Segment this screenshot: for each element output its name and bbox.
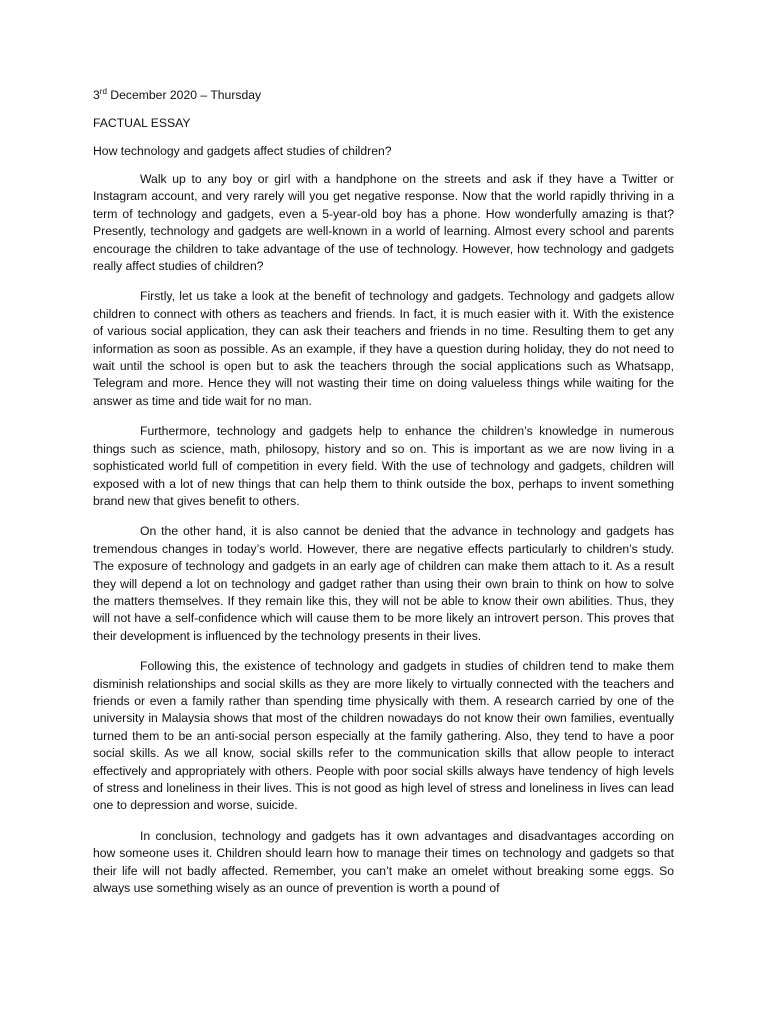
paragraph-conclusion: In conclusion, technology and gadgets has it own advantages and disadvantages according on how someone uses it. Children should learn how to manage their times on technology and gadgets so that their life will not badly affected. Remember, you can’t make an omelet without breaking some eggs. So always use something wisely as an ounce of prevention is worth a pound of — [93, 828, 674, 896]
date-ordinal-suffix: rd — [99, 86, 107, 96]
essay-heading: FACTUAL ESSAY — [93, 116, 191, 130]
essay-question: How technology and gadgets affect studies of children? — [93, 144, 392, 158]
paragraph-knowledge: Furthermore, technology and gadgets help to enhance the children’s knowledge in numerous things such as science, math, philosopy, history and so on. This is important as we are now living in a sophisticated world full of competition in every field. With the use of technology and gadgets, children will exposed with a lot of new things that can help them to think outside the box, perhaps to invent something brand new that gives benefit to others. — [93, 424, 674, 508]
date-day: 3 — [93, 88, 100, 102]
date-line — [93, 86, 674, 104]
paragraph-introduction: Walk up to any boy or girl with a handphone on the streets and ask if they have a Twitter or Instagram account, and very rarely will you get negative response. Now that the world rapidly thriving in a term of technology and gadgets, even a 5-year-old boy has a phone. How wonderfully amazing is that? Presently, technology and gadgets are well-known in a world of learning. Almost every school and parents encourage the children to take advantage of the use of technology. However, how technology and gadgets really affect studies of children? — [93, 172, 674, 274]
paragraph-negative-effects: On the other hand, it is also cannot be denied that the advance in technology and gadgets has tremendous changes in today’s world. However, there are negative effects particularly to children’s study. The exposure of technology and gadgets in an early age of children can make them attach to it. As a result they will depend a lot on technology and gadget rather than using their own brain to think on how to solve the matters themselves. If they remain like this, they will not be able to know their own abilities. Thus, they will not have a self-confidence which will cause them to be more likely an introvert person. This proves that their development is influenced by the technology presents in their lives. — [93, 524, 674, 643]
paragraph-social-skills: Following this, the existence of technology and gadgets in studies of children tend to make them disminish relationships and social skills as they are more likely to virtually connected with the teachers and friends or even a family rather than spending time physically with them. A research carried by one of the university in Malaysia shows that most of the children nowadays do not know their own families, eventually turned them to be an anti-social person especially at the family gathering. Also, they tend to have a poor social skills. As we all know, social skills refer to the communication skills that allow people to interact effectively and appropriately with others. People with poor social skills always have tendency of high levels of stress and loneliness in their lives. This is not good as high level of stress and loneliness in lives can lead one to depression and worse, suicide. — [93, 659, 674, 813]
paragraph-benefit: Firstly, let us take a look at the benefit of technology and gadgets. Technology and gadgets allow children to connect with others as teachers and friends. In fact, it is much easier with it. With the existence of various social application, they can ask their teachers and friends in no time. Resulting them to get any information as soon as possible. As an example, if they have a question during holiday, they do not need to wait until the school is open but to ask the teachers through the social applications such as Whatsapp, Telegram and more. Hence they will not wasting their time on doing valueless things while waiting for the answer as time and tide wait for no man. — [93, 289, 674, 408]
essay-body — [93, 86, 674, 910]
date-rest: December 2020 – Thursday — [106, 88, 262, 102]
